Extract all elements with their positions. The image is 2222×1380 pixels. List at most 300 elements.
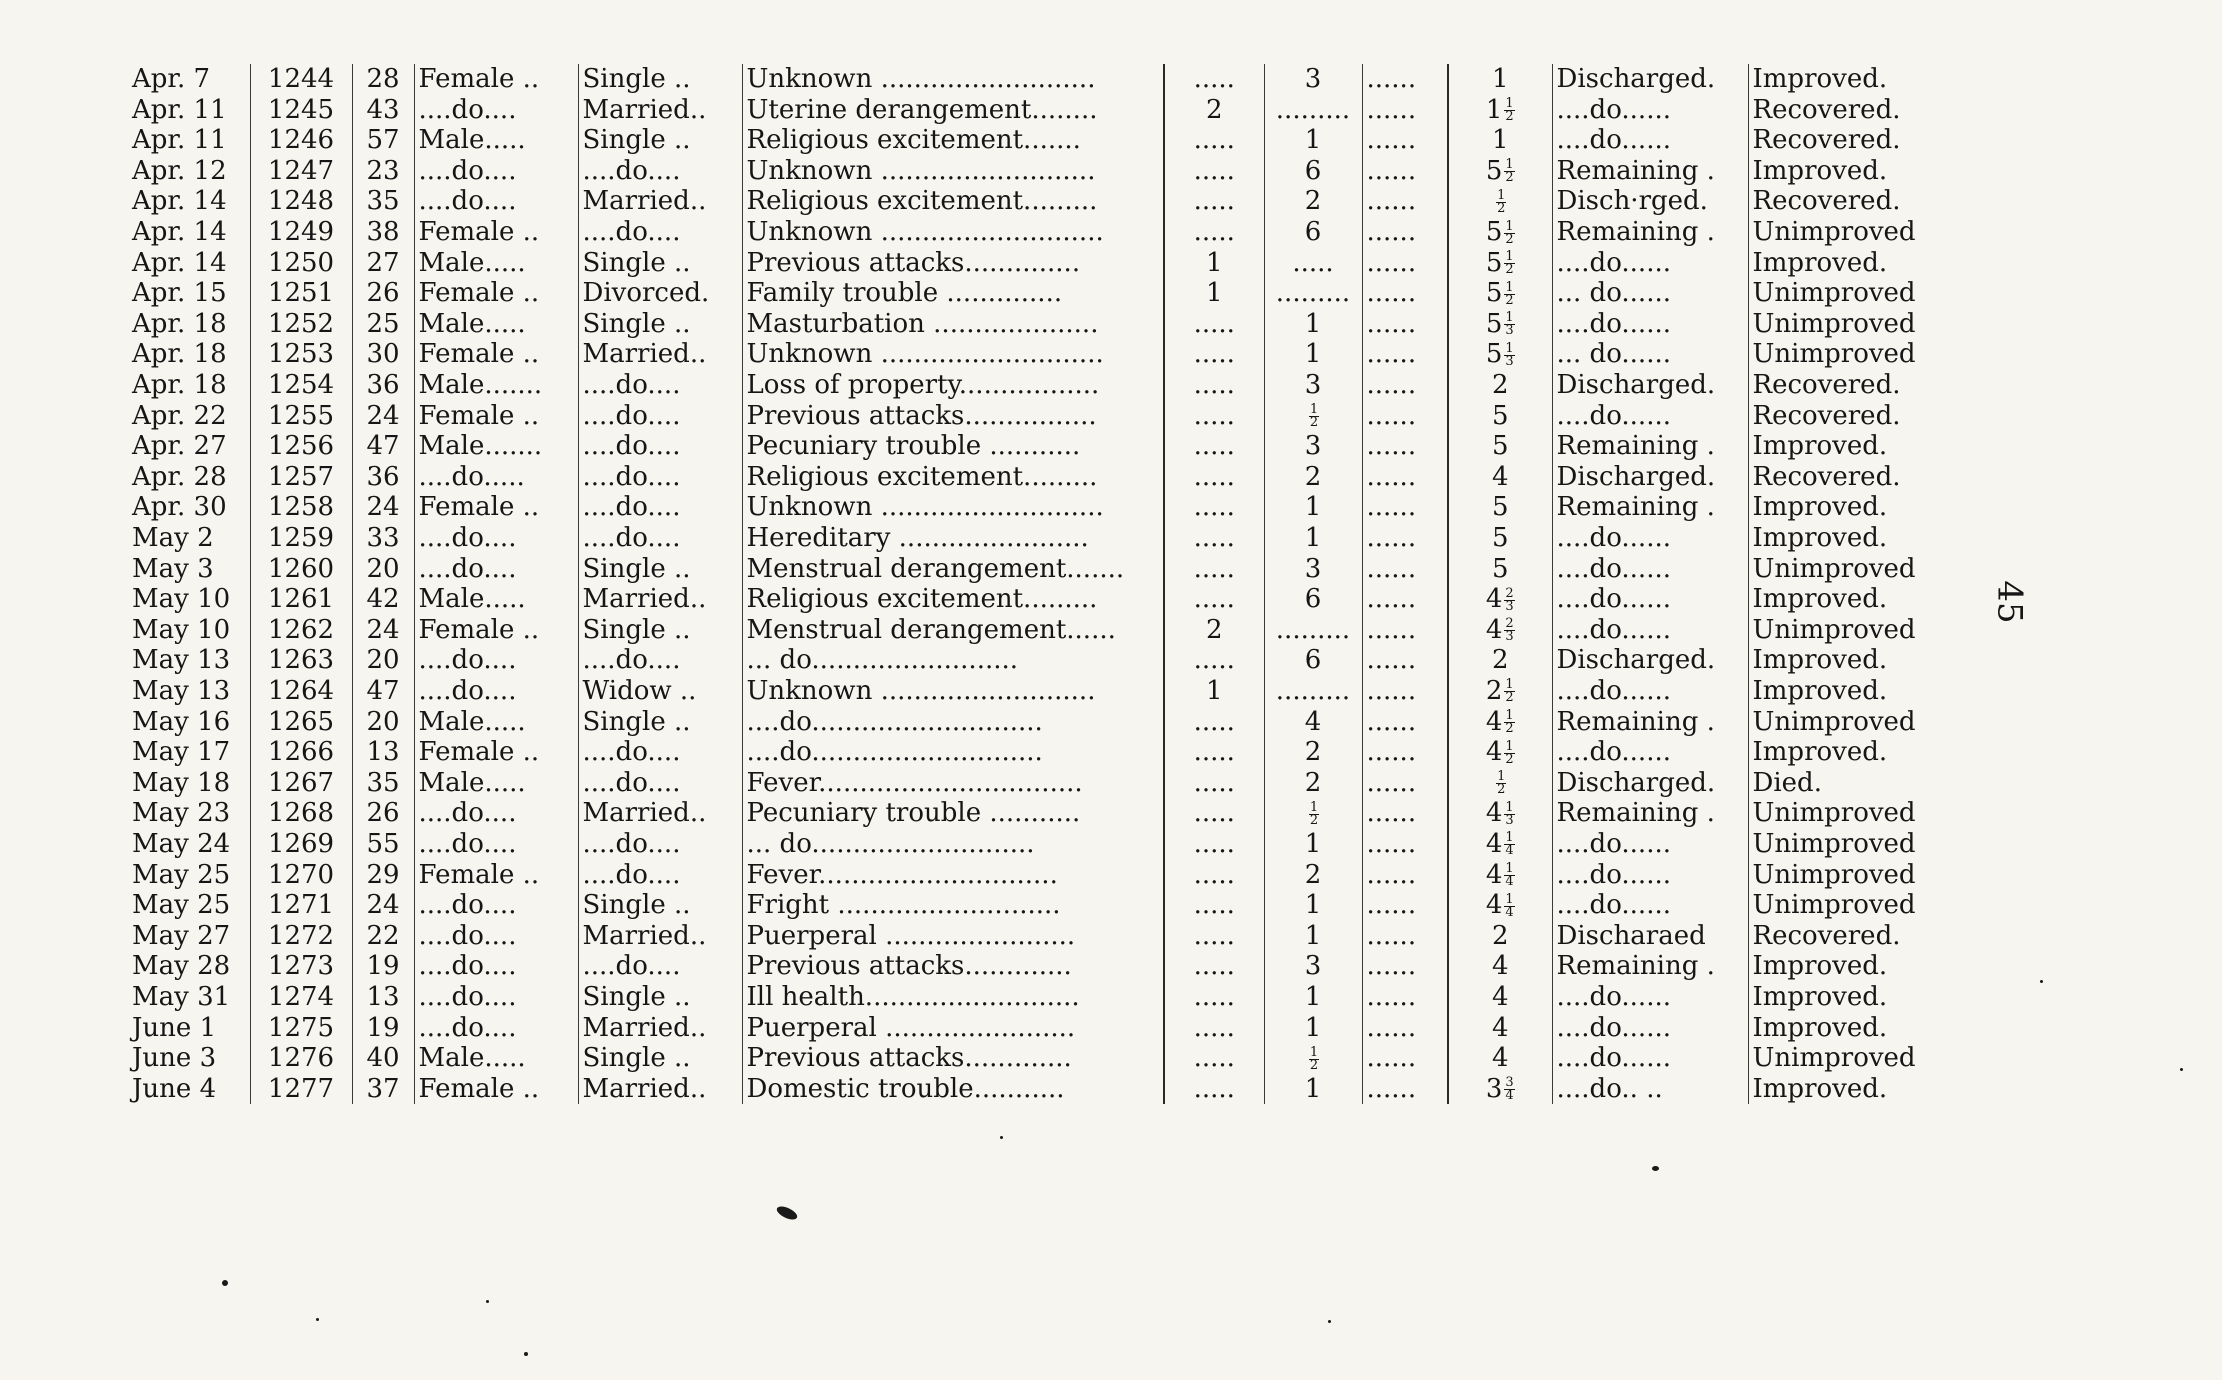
table-row (128, 737, 1998, 768)
cell-result: Unimproved (1748, 278, 1998, 309)
cell-duration-1: ..... (1164, 859, 1264, 890)
cell-duration-3: ...... (1362, 645, 1448, 676)
cell-age: 20 (352, 554, 414, 585)
cell-admit-date: Apr. 27 (132, 431, 227, 462)
cell-admit-date: May 24 (132, 828, 231, 859)
cell-result: Improved. (1748, 1012, 1998, 1043)
cell-age: 24 (352, 615, 414, 646)
cell-duration-2 (1264, 401, 1362, 432)
cell-civil-condition: Single .. (578, 615, 742, 646)
cell-duration-4: 4 $\frac{1}{2}$ (1448, 737, 1552, 768)
ink-speck (1328, 1320, 1331, 1323)
cell-age: 35 (352, 768, 414, 799)
cell-duration-4: 5 (1448, 431, 1552, 462)
cell-case-number: 1261 (250, 584, 352, 615)
cell-supposed-cause: Religious excitement......... (742, 186, 1164, 217)
table-row (128, 462, 1998, 493)
table-row (128, 584, 1998, 615)
cell-duration-3: ...... (1362, 492, 1448, 523)
cell-duration-2: 6 (1264, 156, 1362, 187)
cell-status: ....do...... (1552, 309, 1748, 340)
cell-duration-4: 4 $\frac{2}{3}$ (1448, 615, 1552, 646)
cell-supposed-cause: Uterine derangement........ (742, 95, 1164, 126)
cell-duration-2: 6 (1264, 645, 1362, 676)
cell-duration-4: 5 (1448, 492, 1552, 523)
cell-admit-date: May 23 (132, 798, 231, 829)
cell-result: Recovered. (1748, 921, 1998, 952)
cell-duration-1: ..... (1164, 186, 1264, 217)
cell-case-number: 1247 (250, 156, 352, 187)
cell-result: Recovered. (1748, 370, 1998, 401)
cell-age: 19 (352, 951, 414, 982)
cell-case-number: 1254 (250, 370, 352, 401)
cell-civil-condition: ....do.... (578, 645, 742, 676)
cell-duration-1: ..... (1164, 737, 1264, 768)
cell-status: ....do...... (1552, 1012, 1748, 1043)
fraction-glyph: $\frac{1}{3}$ (1505, 340, 1514, 369)
fraction-glyph: $\frac{1}{2}$ (1505, 738, 1514, 767)
table-row (128, 248, 1998, 279)
fraction-glyph: $\frac{1}{2}$ (1505, 708, 1514, 737)
cell-duration-1: ..... (1164, 921, 1264, 952)
table-row (128, 768, 1998, 799)
cell-result: Died. (1748, 768, 1998, 799)
cell-duration-3: ...... (1362, 217, 1448, 248)
cell-duration-3: ...... (1362, 615, 1448, 646)
cell-duration-4: 4 $\frac{2}{3}$ (1448, 584, 1552, 615)
cell-supposed-cause: Loss of property................. (742, 370, 1164, 401)
cell-case-number: 1262 (250, 615, 352, 646)
ink-speck (1652, 1166, 1659, 1171)
cell-admit-date: June 1 (132, 1012, 217, 1043)
cell-status: ... do...... (1552, 339, 1748, 370)
cell-civil-condition: ....do.... (578, 492, 742, 523)
cell-duration-3: ...... (1362, 951, 1448, 982)
cell-supposed-cause: Religious excitement......... (742, 584, 1164, 615)
cell-admit-date: Apr. 22 (132, 400, 227, 431)
cell-duration-3: ...... (1362, 278, 1448, 309)
cell-admit-date: Apr. 28 (132, 461, 227, 492)
cell-admit-date: Apr. 14 (132, 217, 227, 248)
cell-sex: ....do.... (414, 921, 578, 952)
cell-civil-condition: Married.. (578, 95, 742, 126)
cell-duration-4: 4 (1448, 1012, 1552, 1043)
cell-sex: ....do..... (414, 462, 578, 493)
cell-sex: Female .. (414, 737, 578, 768)
ink-speck (524, 1352, 528, 1356)
cell-duration-3: ...... (1362, 890, 1448, 921)
table-row (128, 615, 1998, 646)
cell-age: 23 (352, 156, 414, 187)
cell-duration-4: 5 $\frac{1}{3}$ (1448, 339, 1552, 370)
cell-case-number: 1273 (250, 951, 352, 982)
cell-duration-1: ..... (1164, 401, 1264, 432)
cell-supposed-cause: Religious excitement....... (742, 125, 1164, 156)
cell-status: Discharged. (1552, 768, 1748, 799)
cell-admit-date: June 3 (132, 1043, 217, 1074)
cell-case-number: 1267 (250, 768, 352, 799)
cell-duration-4: 1 (1448, 64, 1552, 95)
cell-duration-2: ......... (1264, 676, 1362, 707)
cell-supposed-cause: Ill health.......................... (742, 982, 1164, 1013)
cell-status: ....do...... (1552, 554, 1748, 585)
cell-case-number: 1259 (250, 523, 352, 554)
cell-supposed-cause: ....do............................ (742, 737, 1164, 768)
cell-case-number: 1277 (250, 1074, 352, 1105)
table-row (128, 431, 1998, 462)
cell-age: 33 (352, 523, 414, 554)
cell-duration-3: ...... (1362, 248, 1448, 279)
cell-result: Unimproved (1748, 554, 1998, 585)
cell-duration-2: ......... (1264, 278, 1362, 309)
cell-admit-date: Apr. 18 (132, 308, 227, 339)
cell-result: Recovered. (1748, 95, 1998, 126)
cell-duration-3: ...... (1362, 401, 1448, 432)
cell-civil-condition: Married.. (578, 584, 742, 615)
cell-duration-2: 1 (1264, 492, 1362, 523)
cell-civil-condition: ....do.... (578, 217, 742, 248)
cell-sex: Female .. (414, 401, 578, 432)
table-row (128, 278, 1998, 309)
cell-admit-date: June 4 (132, 1073, 217, 1104)
cell-sex: Male....... (414, 431, 578, 462)
cell-admit-date: May 25 (132, 890, 231, 921)
cell-supposed-cause: Family trouble .............. (742, 278, 1164, 309)
cell-case-number: 1244 (250, 64, 352, 95)
table-row (128, 125, 1998, 156)
cell-admit-date: May 10 (132, 584, 231, 615)
cell-age: 47 (352, 431, 414, 462)
cell-result: Improved. (1748, 645, 1998, 676)
fraction-glyph: $\frac{1}{2}$ (1505, 157, 1514, 186)
cell-duration-4: 1 (1448, 125, 1552, 156)
cell-sex: Male..... (414, 309, 578, 340)
cell-case-number: 1269 (250, 829, 352, 860)
cell-civil-condition: Single .. (578, 64, 742, 95)
cell-age: 55 (352, 829, 414, 860)
cell-result: Improved. (1748, 951, 1998, 982)
cell-status: Remaining . (1552, 217, 1748, 248)
cell-admit-date: Apr. 14 (132, 186, 227, 217)
fraction-glyph: $\frac{1}{2}$ (1505, 279, 1514, 308)
cell-duration-4: 4 $\frac{1}{4}$ (1448, 829, 1552, 860)
cell-age: 19 (352, 1012, 414, 1043)
cell-supposed-cause: Unknown ........................... (742, 217, 1164, 248)
cell-duration-1: ..... (1164, 829, 1264, 860)
table-row (128, 64, 1998, 95)
cell-supposed-cause: Previous attacks............. (742, 951, 1164, 982)
cell-age: 28 (352, 64, 414, 95)
table-row (128, 951, 1998, 982)
cell-duration-1: 2 (1164, 615, 1264, 646)
cell-civil-condition: Married.. (578, 1074, 742, 1105)
cell-duration-2: ......... (1264, 95, 1362, 126)
cell-supposed-cause: ....do............................ (742, 706, 1164, 737)
cell-duration-3: ...... (1362, 462, 1448, 493)
cell-admit-date: May 17 (132, 737, 231, 768)
table-body (128, 64, 1998, 1104)
cell-duration-2 (1264, 798, 1362, 829)
cell-case-number: 1276 (250, 1043, 352, 1074)
cell-duration-1: ..... (1164, 339, 1264, 370)
cell-supposed-cause: Unknown ........................... (742, 492, 1164, 523)
table-row (128, 676, 1998, 707)
cell-supposed-cause: Hereditary ....................... (742, 523, 1164, 554)
cell-result: Improved. (1748, 523, 1998, 554)
cell-age: 47 (352, 676, 414, 707)
cell-civil-condition: Married.. (578, 186, 742, 217)
fraction-glyph: $\frac{3}{4}$ (1505, 1075, 1514, 1104)
cell-status: ....do...... (1552, 676, 1748, 707)
cell-admit-date: May 10 (132, 614, 231, 645)
cell-result: Unimproved (1748, 339, 1998, 370)
cell-age: 37 (352, 1074, 414, 1105)
admissions-table (128, 64, 1998, 1104)
cell-sex: Female .. (414, 278, 578, 309)
fraction-glyph: $\frac{1}{2}$ (1505, 96, 1514, 125)
cell-duration-1: 1 (1164, 278, 1264, 309)
cell-duration-1: ..... (1164, 706, 1264, 737)
cell-civil-condition: Single .. (578, 890, 742, 921)
cell-civil-condition: Single .. (578, 706, 742, 737)
cell-duration-2: 1 (1264, 339, 1362, 370)
cell-admit-date: Apr. 18 (132, 370, 227, 401)
cell-supposed-cause: Domestic trouble........... (742, 1074, 1164, 1105)
cell-duration-1: ..... (1164, 125, 1264, 156)
cell-result: Improved. (1748, 431, 1998, 462)
cell-duration-1: ..... (1164, 370, 1264, 401)
cell-civil-condition: Married.. (578, 798, 742, 829)
cell-duration-3: ...... (1362, 1012, 1448, 1043)
cell-admit-date: May 31 (132, 981, 231, 1012)
fraction-glyph: $\frac{1}{2}$ (1497, 187, 1506, 216)
cell-result: Unimproved (1748, 615, 1998, 646)
cell-status: Remaining . (1552, 951, 1748, 982)
fraction-glyph: $\frac{1}{2}$ (1309, 799, 1319, 828)
ink-speck (486, 1300, 489, 1303)
cell-duration-1: ..... (1164, 523, 1264, 554)
cell-result: Recovered. (1748, 125, 1998, 156)
cell-admit-date: May 2 (132, 523, 214, 553)
cell-sex: Female .. (414, 859, 578, 890)
cell-result: Unimproved (1748, 798, 1998, 829)
ink-speck (775, 1204, 799, 1222)
cell-sex: Female .. (414, 1074, 578, 1105)
cell-sex: ....do.... (414, 951, 578, 982)
cell-supposed-cause: ... do......................... (742, 645, 1164, 676)
cell-result: Improved. (1748, 64, 1998, 95)
cell-duration-1: ..... (1164, 492, 1264, 523)
cell-duration-2: 6 (1264, 584, 1362, 615)
cell-admit-date: May 27 (132, 920, 231, 951)
cell-duration-2: 1 (1264, 523, 1362, 554)
cell-sex: Female .. (414, 217, 578, 248)
cell-duration-4: 5 (1448, 401, 1552, 432)
cell-duration-2: 3 (1264, 554, 1362, 585)
cell-duration-4: 5 (1448, 554, 1552, 585)
table-row (128, 645, 1998, 676)
cell-admit-date: Apr. 11 (132, 94, 227, 125)
cell-status: Remaining . (1552, 431, 1748, 462)
cell-result: Improved. (1748, 676, 1998, 707)
cell-status: ....do...... (1552, 890, 1748, 921)
cell-case-number: 1266 (250, 737, 352, 768)
cell-case-number: 1250 (250, 248, 352, 279)
cell-sex: ....do.... (414, 982, 578, 1013)
cell-duration-2: ..... (1264, 248, 1362, 279)
cell-duration-4: 4 $\frac{1}{3}$ (1448, 798, 1552, 829)
cell-age: 30 (352, 339, 414, 370)
cell-duration-3: ...... (1362, 431, 1448, 462)
cell-admit-date: May 25 (132, 859, 231, 890)
cell-civil-condition: Married.. (578, 921, 742, 952)
cell-admit-date: May 13 (132, 645, 231, 676)
cell-duration-3: ...... (1362, 982, 1448, 1013)
cell-civil-condition: ....do.... (578, 370, 742, 401)
cell-duration-1: ..... (1164, 982, 1264, 1013)
cell-duration-4: 2 (1448, 921, 1552, 952)
cell-status: ....do...... (1552, 859, 1748, 890)
cell-status: ....do...... (1552, 1043, 1748, 1074)
cell-supposed-cause: Unknown .......................... (742, 676, 1164, 707)
cell-duration-1: ..... (1164, 584, 1264, 615)
cell-duration-4: 4 (1448, 951, 1552, 982)
cell-sex: Female .. (414, 64, 578, 95)
cell-case-number: 1245 (250, 95, 352, 126)
cell-result: Improved. (1748, 584, 1998, 615)
cell-duration-2: 2 (1264, 737, 1362, 768)
cell-duration-2: 2 (1264, 186, 1362, 217)
fraction-glyph: $\frac{2}{3}$ (1505, 616, 1514, 645)
cell-sex: Female .. (414, 492, 578, 523)
cell-duration-1: ..... (1164, 431, 1264, 462)
cell-admit-date: Apr. 15 (132, 278, 227, 309)
cell-age: 24 (352, 492, 414, 523)
cell-sex: Female .. (414, 339, 578, 370)
cell-duration-1: ..... (1164, 64, 1264, 95)
cell-duration-1: ..... (1164, 554, 1264, 585)
cell-duration-4: 5 $\frac{1}{2}$ (1448, 217, 1552, 248)
cell-duration-1: 1 (1164, 676, 1264, 707)
cell-status: Remaining . (1552, 156, 1748, 187)
cell-age: 57 (352, 125, 414, 156)
cell-duration-4 (1448, 186, 1552, 217)
fraction-glyph: $\frac{1}{2}$ (1309, 1044, 1319, 1073)
cell-duration-4: 2 $\frac{1}{2}$ (1448, 676, 1552, 707)
cell-duration-1: ..... (1164, 156, 1264, 187)
cell-supposed-cause: Previous attacks............. (742, 1043, 1164, 1074)
cell-supposed-cause: ... do........................... (742, 829, 1164, 860)
ink-speck (316, 1318, 319, 1321)
cell-case-number: 1260 (250, 554, 352, 585)
cell-duration-1: ..... (1164, 217, 1264, 248)
cell-civil-condition: Single .. (578, 554, 742, 585)
cell-duration-2: 2 (1264, 859, 1362, 890)
cell-duration-4: 4 (1448, 462, 1552, 493)
cell-duration-1: ..... (1164, 890, 1264, 921)
cell-case-number: 1268 (250, 798, 352, 829)
table-row (128, 859, 1998, 890)
cell-case-number: 1256 (250, 431, 352, 462)
cell-duration-2: 3 (1264, 951, 1362, 982)
cell-duration-4: 4 (1448, 982, 1552, 1013)
cell-duration-2 (1264, 1043, 1362, 1074)
cell-status: ....do...... (1552, 401, 1748, 432)
cell-supposed-cause: Fever................................ (742, 768, 1164, 799)
cell-duration-2: 3 (1264, 370, 1362, 401)
cell-duration-3: ...... (1362, 859, 1448, 890)
cell-result: Unimproved (1748, 309, 1998, 340)
cell-result: Unimproved (1748, 706, 1998, 737)
cell-admit-date: May 3 (132, 553, 214, 584)
cell-duration-2: 1 (1264, 1012, 1362, 1043)
cell-case-number: 1263 (250, 645, 352, 676)
cell-civil-condition: Widow .. (578, 676, 742, 707)
cell-duration-3: ...... (1362, 95, 1448, 126)
cell-age: 36 (352, 370, 414, 401)
cell-case-number: 1270 (250, 859, 352, 890)
cell-result: Improved. (1748, 248, 1998, 279)
cell-case-number: 1252 (250, 309, 352, 340)
cell-supposed-cause: Puerperal ....................... (742, 1012, 1164, 1043)
cell-duration-1: ..... (1164, 462, 1264, 493)
cell-sex: Male....... (414, 370, 578, 401)
cell-duration-1: ..... (1164, 798, 1264, 829)
cell-civil-condition: ....do.... (578, 401, 742, 432)
table-row (128, 370, 1998, 401)
cell-result: Recovered. (1748, 462, 1998, 493)
cell-duration-4: 5 (1448, 523, 1552, 554)
cell-case-number: 1249 (250, 217, 352, 248)
cell-status: ....do...... (1552, 829, 1748, 860)
cell-status: Discharged. (1552, 370, 1748, 401)
table-row (128, 401, 1998, 432)
cell-admit-date: May 18 (132, 767, 231, 798)
cell-duration-3: ...... (1362, 64, 1448, 95)
fraction-glyph: $\frac{1}{2}$ (1505, 249, 1514, 278)
cell-civil-condition: Married.. (578, 1012, 742, 1043)
cell-duration-4: 4 $\frac{1}{4}$ (1448, 859, 1552, 890)
cell-result: Improved. (1748, 982, 1998, 1013)
cell-sex: ....do.... (414, 1012, 578, 1043)
cell-duration-2: 2 (1264, 462, 1362, 493)
cell-duration-1: ..... (1164, 1074, 1264, 1105)
cell-duration-4: 5 $\frac{1}{2}$ (1448, 156, 1552, 187)
cell-supposed-cause: Pecuniary trouble ........... (742, 798, 1164, 829)
cell-sex: Male..... (414, 768, 578, 799)
cell-status: Discharged. (1552, 64, 1748, 95)
cell-duration-2: 1 (1264, 982, 1362, 1013)
cell-duration-3: ...... (1362, 554, 1448, 585)
cell-supposed-cause: Religious excitement......... (742, 462, 1164, 493)
cell-duration-3: ...... (1362, 798, 1448, 829)
cell-admit-date: Apr. 11 (132, 125, 227, 156)
ink-speck (2180, 1068, 2183, 1071)
cell-supposed-cause: Previous attacks................ (742, 401, 1164, 432)
cell-age: 13 (352, 982, 414, 1013)
cell-age: 43 (352, 95, 414, 126)
cell-duration-2: 1 (1264, 1074, 1362, 1105)
cell-status: ... do...... (1552, 278, 1748, 309)
cell-duration-3: ...... (1362, 370, 1448, 401)
cell-duration-2: 3 (1264, 64, 1362, 95)
cell-duration-4: 4 $\frac{1}{4}$ (1448, 890, 1552, 921)
table-row (128, 95, 1998, 126)
cell-supposed-cause: Pecuniary trouble ........... (742, 431, 1164, 462)
cell-admit-date: May 16 (132, 706, 231, 737)
cell-duration-3: ...... (1362, 737, 1448, 768)
table-row (128, 523, 1998, 554)
